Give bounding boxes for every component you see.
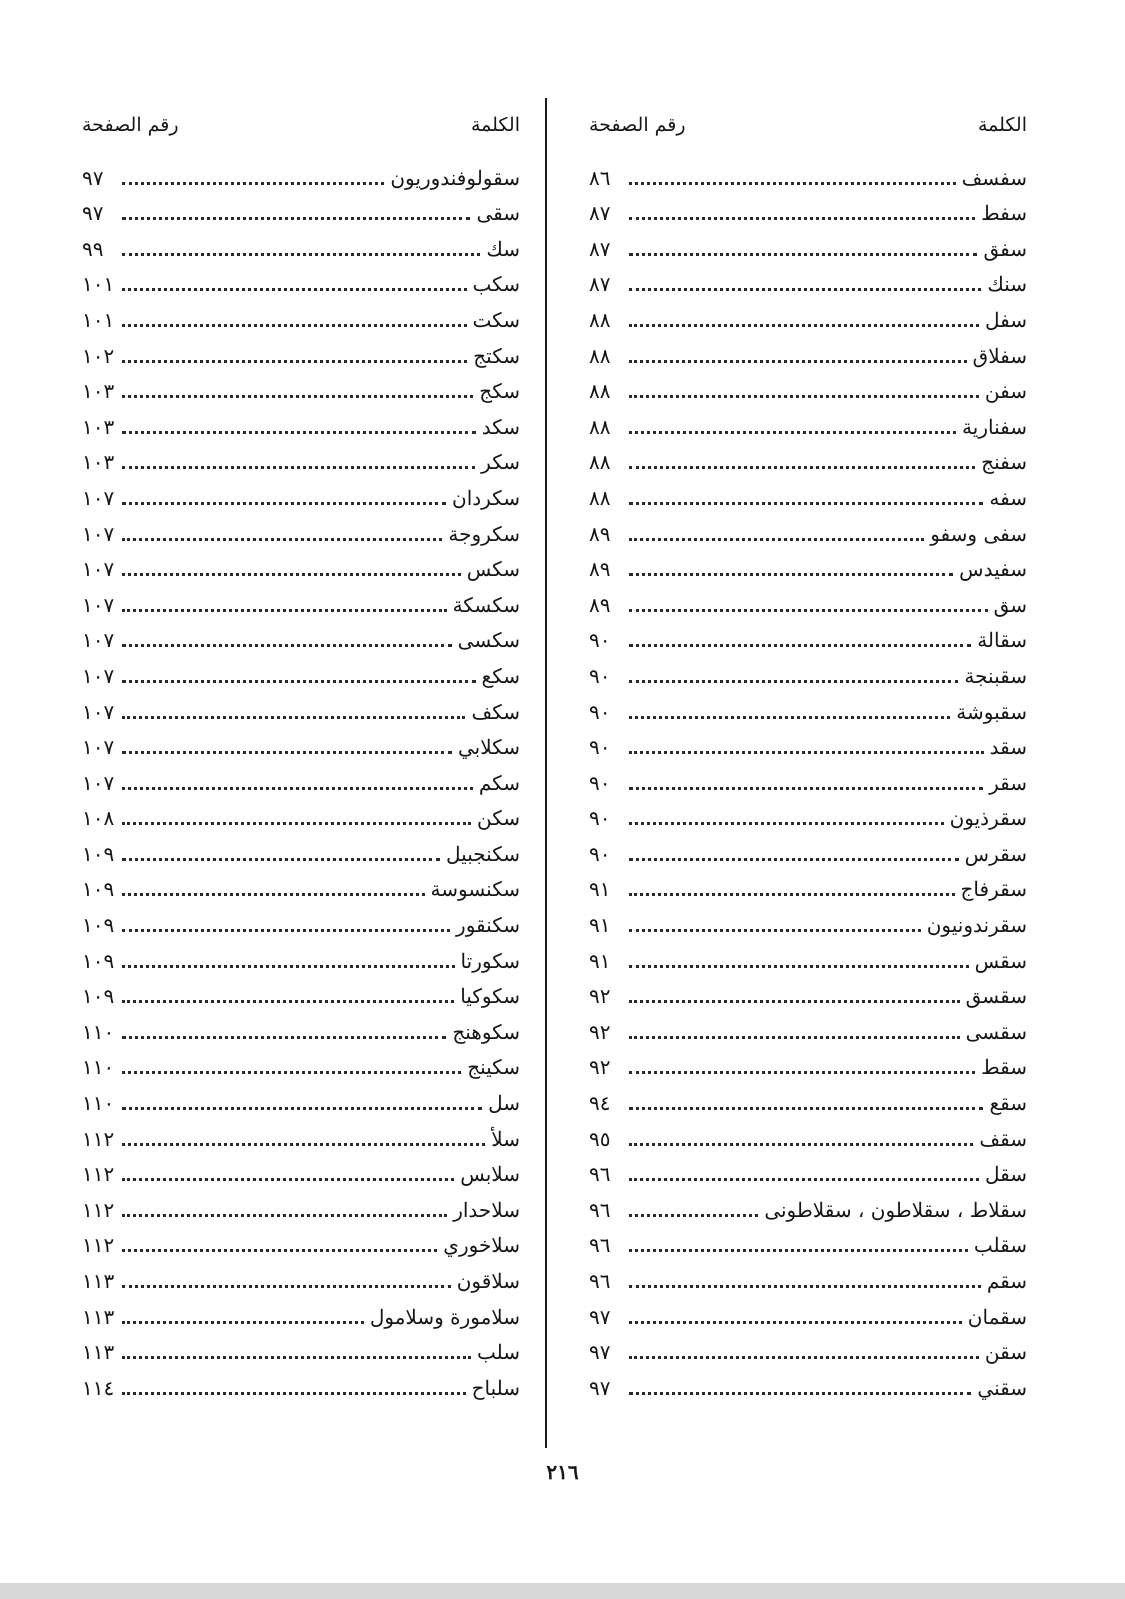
dot-leader <box>122 1036 446 1039</box>
entry-word: سكع <box>481 663 520 688</box>
dot-leader <box>122 644 452 647</box>
entry-word: سكب <box>472 272 520 297</box>
entry-word: سفل <box>984 307 1027 332</box>
index-entry <box>82 1010 520 1046</box>
dot-leader <box>629 822 944 825</box>
entry-page-number: ٩٠ <box>589 628 611 653</box>
dot-leader <box>629 1285 981 1288</box>
entry-page-number: ١١٣ <box>82 1269 115 1293</box>
entry-word: سقى <box>476 201 520 226</box>
entry-word: سكف <box>471 699 520 724</box>
index-entry <box>82 334 520 370</box>
index-entry <box>82 263 520 299</box>
entry-word: سكنسوسة <box>430 877 520 902</box>
entry-word: سقسق <box>965 984 1027 1009</box>
index-entry <box>82 1331 520 1367</box>
index-entry <box>589 512 1027 548</box>
index-entry <box>82 797 520 833</box>
entry-word: سفن <box>984 379 1027 404</box>
entry-word: سفنج <box>981 450 1027 475</box>
dot-leader <box>122 716 465 719</box>
index-entry <box>82 227 520 263</box>
entry-word: سل <box>488 1091 520 1116</box>
entry-page-number: ١٠٧ <box>82 699 115 724</box>
dot-leader <box>122 502 446 505</box>
index-entry <box>589 1259 1027 1295</box>
entry-page-number: ١٠٣ <box>82 450 115 475</box>
entry-page-number: ٩٧ <box>589 1304 611 1329</box>
dot-leader <box>629 253 977 256</box>
index-entry <box>82 1224 520 1260</box>
index-entry <box>82 654 520 690</box>
entry-page-number: ١٠٧ <box>82 628 115 653</box>
dot-leader <box>122 1071 461 1074</box>
dot-leader <box>122 680 476 683</box>
index-entry <box>82 690 520 726</box>
entry-word: سلابس <box>460 1162 520 1187</box>
entry-page-number: ٩٠ <box>589 770 611 795</box>
index-entry <box>82 583 520 619</box>
index-entry <box>82 832 520 868</box>
dot-leader <box>629 644 971 647</box>
entry-page-number: ٨٧ <box>589 236 611 261</box>
index-entry <box>82 975 520 1011</box>
index-entry <box>82 726 520 762</box>
index-entry <box>82 761 520 797</box>
entry-page-number: ٩٢ <box>589 984 611 1009</box>
entry-word: سقلب <box>973 1233 1027 1258</box>
index-entry <box>589 903 1027 939</box>
index-entry <box>589 1331 1027 1367</box>
entry-page-number: ١٠٨ <box>82 806 115 831</box>
entry-word: سفيدس <box>959 557 1027 582</box>
entry-page-number: ١٠٢ <box>82 343 115 368</box>
dot-leader <box>122 182 384 185</box>
dot-leader <box>629 858 959 861</box>
dot-leader <box>122 1321 364 1324</box>
entry-page-number: ٩١ <box>589 948 611 973</box>
entry-page-number: ٩٧ <box>82 165 104 190</box>
index-entry <box>589 298 1027 334</box>
entry-page-number: ٩٠ <box>589 841 611 866</box>
dot-leader <box>629 1392 971 1395</box>
dot-leader <box>629 1178 979 1181</box>
entry-word: سقرذيون <box>949 806 1027 831</box>
entry-page-number: ١٠٧ <box>82 663 115 688</box>
entry-word: سكن <box>476 806 520 831</box>
entry-page-number: ٩٠ <box>589 806 611 831</box>
dot-leader <box>122 1356 471 1359</box>
entry-page-number: ١٠٧ <box>82 592 115 617</box>
header-word-label: الكلمة <box>977 114 1027 136</box>
entry-page-number: ١١٢ <box>82 1197 115 1222</box>
dot-leader <box>122 929 450 932</box>
index-entry <box>82 1117 520 1153</box>
entry-word: سكتج <box>473 343 520 368</box>
scan-bottom-edge <box>0 1583 1125 1599</box>
index-entry <box>82 1081 520 1117</box>
index-entry <box>589 1081 1027 1117</box>
entry-word: سكورتا <box>460 948 520 973</box>
entry-word: سق <box>993 592 1027 617</box>
entry-page-number: ٨٨ <box>589 379 611 404</box>
entry-page-number: ٩٦ <box>589 1233 611 1258</box>
entry-page-number: ٨٧ <box>589 201 611 226</box>
entry-word: سقن <box>984 1340 1027 1365</box>
entry-word: سقم <box>986 1269 1027 1293</box>
index-entry <box>589 1295 1027 1331</box>
dot-leader <box>122 395 473 398</box>
index-entry <box>589 1366 1027 1402</box>
index-entry <box>82 405 520 441</box>
entry-page-number: ٨٩ <box>589 557 611 582</box>
dot-leader <box>122 1249 437 1252</box>
entry-word: سك <box>486 236 520 261</box>
entry-page-number: ٨٦ <box>589 165 611 190</box>
entry-page-number: ١٠٣ <box>82 379 115 404</box>
entry-word: سكج <box>479 379 520 404</box>
entry-page-number: ٨٨ <box>589 450 611 475</box>
entry-page-number: ١١٢ <box>82 1233 115 1258</box>
header-page-label: رقم الصفحة <box>82 114 179 136</box>
index-entry <box>589 156 1027 192</box>
entry-word: سفه <box>989 485 1027 510</box>
index-entry <box>589 1117 1027 1153</box>
index-entry <box>589 1224 1027 1260</box>
index-entry <box>82 903 520 939</box>
entry-page-number: ٩٧ <box>589 1375 611 1400</box>
index-entry <box>82 441 520 477</box>
dot-leader <box>122 217 470 220</box>
entry-word: سقلاط ، سقلاطون ، سقلاطونى <box>764 1197 1027 1222</box>
entry-page-number: ٩٦ <box>589 1197 611 1222</box>
entry-word: سكروجة <box>448 521 520 546</box>
index-entry <box>589 868 1027 904</box>
entry-word: سكس <box>466 557 520 582</box>
entry-page-number: ١١٢ <box>82 1126 115 1151</box>
index-entry <box>82 548 520 584</box>
dot-leader <box>122 466 475 469</box>
index-entry <box>82 156 520 192</box>
index-entry <box>82 1295 520 1331</box>
dot-leader <box>122 1285 451 1288</box>
dot-leader <box>122 1000 454 1003</box>
index-entry <box>82 1259 520 1295</box>
entry-page-number: ٨٨ <box>589 307 611 332</box>
index-column-right <box>589 108 1027 1402</box>
entry-page-number: ٨٧ <box>589 272 611 297</box>
index-entry <box>589 619 1027 655</box>
entry-word: سلاقون <box>456 1269 520 1293</box>
index-entry <box>589 1046 1027 1082</box>
entry-word: سكنقور <box>456 913 520 938</box>
entry-page-number: ١٠٧ <box>82 485 115 510</box>
entry-word: سنك <box>987 272 1027 297</box>
dot-leader <box>122 360 467 363</box>
dot-leader <box>629 893 955 896</box>
entry-page-number: ١٠٩ <box>82 984 115 1009</box>
index-entry <box>589 690 1027 726</box>
dot-leader <box>629 680 958 683</box>
entry-word: سقسى <box>965 1019 1027 1044</box>
index-entry <box>82 868 520 904</box>
entry-word: سقل <box>984 1162 1027 1187</box>
dot-leader <box>629 1214 758 1217</box>
dot-leader <box>122 1107 482 1110</box>
entry-page-number: ٩١ <box>589 913 611 938</box>
index-entry <box>589 405 1027 441</box>
dot-leader <box>629 1143 973 1146</box>
entry-page-number: ١١٠ <box>82 1055 115 1080</box>
index-entry <box>589 939 1027 975</box>
entry-page-number: ١٠٧ <box>82 770 115 795</box>
dot-leader <box>122 858 440 861</box>
entry-word: سفط <box>981 201 1027 226</box>
dot-leader <box>122 288 467 291</box>
dot-leader <box>629 573 953 576</box>
entry-word: سكسى <box>457 628 520 653</box>
index-entry <box>589 1188 1027 1224</box>
entry-page-number: ٨٨ <box>589 343 611 368</box>
entry-page-number: ٩٢ <box>589 1019 611 1044</box>
index-entry <box>589 797 1027 833</box>
entry-page-number: ١٠٧ <box>82 735 115 760</box>
index-entry <box>82 939 520 975</box>
dot-leader <box>122 751 452 754</box>
index-entry <box>589 654 1027 690</box>
index-entry <box>82 192 520 228</box>
entry-word: سكينج <box>467 1055 520 1080</box>
dot-leader <box>629 1000 960 1003</box>
entry-page-number: ٩٦ <box>589 1269 611 1293</box>
index-entry <box>589 441 1027 477</box>
entry-word: سقالة <box>977 628 1027 653</box>
entry-word: سكسكة <box>452 592 520 617</box>
entry-word: سقولوفندوريون <box>390 165 520 190</box>
entry-page-number: ١١٠ <box>82 1019 115 1044</box>
dot-leader <box>629 538 924 541</box>
index-entry <box>82 1188 520 1224</box>
dot-leader <box>122 1143 485 1146</box>
dot-leader <box>629 1107 983 1110</box>
index-entry <box>589 1010 1027 1046</box>
dot-leader <box>122 1214 447 1217</box>
entry-page-number: ٩٠ <box>589 735 611 760</box>
dot-leader <box>122 1392 466 1395</box>
dot-leader <box>122 253 480 256</box>
entry-word: سلب <box>476 1340 520 1365</box>
dot-leader <box>629 716 950 719</box>
entry-page-number: ١٠٩ <box>82 948 115 973</box>
index-column-left <box>82 108 520 1402</box>
index-entry <box>589 192 1027 228</box>
header-word-label: الكلمة <box>470 114 520 136</box>
entry-page-number: ١٠٩ <box>82 841 115 866</box>
entry-word: سفى وسفو <box>930 521 1027 546</box>
entry-word: سكوكيا <box>460 984 520 1009</box>
entry-page-number: ٩٤ <box>589 1091 611 1116</box>
index-entry <box>82 476 520 512</box>
dot-leader <box>629 1249 968 1252</box>
header-page-label: رقم الصفحة <box>589 114 686 136</box>
index-entry <box>82 619 520 655</box>
entry-word: سكوهنج <box>452 1019 520 1044</box>
entry-word: سكنجبيل <box>446 841 520 866</box>
dot-leader <box>629 360 967 363</box>
dot-leader <box>629 787 983 790</box>
entry-word: سفنارية <box>962 414 1027 439</box>
entry-word: سفق <box>983 236 1027 261</box>
index-entry <box>82 1046 520 1082</box>
entry-page-number: ١٠٧ <box>82 521 115 546</box>
entry-page-number: ٨٩ <box>589 521 611 546</box>
entry-page-number: ١١٣ <box>82 1304 115 1329</box>
entry-word: سلباح <box>471 1375 520 1400</box>
entry-word: سقرندونيون <box>926 913 1027 938</box>
entry-page-number: ٩١ <box>589 877 611 902</box>
entry-word: سفسف <box>961 165 1027 190</box>
index-entry <box>82 512 520 548</box>
column-header <box>589 108 1027 144</box>
dot-leader <box>122 787 473 790</box>
entry-page-number: ٩٩ <box>82 236 104 261</box>
entry-word: سكلابي <box>458 735 520 760</box>
entry-word: سكت <box>472 307 520 332</box>
entry-word: سلاحدار <box>453 1197 520 1222</box>
index-entry <box>589 583 1027 619</box>
entry-word: سلاخوري <box>443 1233 520 1258</box>
dot-leader <box>122 324 467 327</box>
index-entry <box>589 832 1027 868</box>
index-entry <box>589 548 1027 584</box>
entry-word: سقر <box>989 770 1027 795</box>
entry-page-number: ١٠٣ <box>82 414 115 439</box>
entry-page-number: ٩٠ <box>589 663 611 688</box>
entry-word: سقع <box>989 1091 1027 1116</box>
entry-word: سلأ <box>491 1126 520 1151</box>
column-header <box>82 108 520 144</box>
index-entry <box>589 370 1027 406</box>
entry-word: سقد <box>989 735 1027 760</box>
dot-leader <box>629 431 956 434</box>
entry-page-number: ٩٠ <box>589 699 611 724</box>
dot-leader <box>629 288 981 291</box>
dot-leader <box>629 182 956 185</box>
dot-leader <box>629 324 979 327</box>
entry-page-number: ١٠٩ <box>82 913 115 938</box>
entry-word: سكردان <box>452 485 520 510</box>
entry-page-number: ٨٨ <box>589 414 611 439</box>
index-entry <box>589 1153 1027 1189</box>
entry-word: سقني <box>977 1375 1027 1400</box>
dot-leader <box>122 965 455 968</box>
entry-word: سكم <box>478 770 520 795</box>
dot-leader <box>122 431 476 434</box>
entry-word: سقس <box>974 948 1027 973</box>
page-number: ٢١٦ <box>546 1460 579 1484</box>
dot-leader <box>629 1036 960 1039</box>
column-divider <box>545 98 547 1448</box>
entry-word: سقرس <box>964 841 1027 866</box>
dot-leader <box>122 609 447 612</box>
entry-page-number: ٩٧ <box>589 1340 611 1365</box>
dot-leader <box>629 1356 979 1359</box>
index-entry <box>82 1366 520 1402</box>
entry-page-number: ١٠١ <box>82 307 115 332</box>
index-entry <box>589 761 1027 797</box>
entry-word: سقبنجة <box>964 663 1027 688</box>
entry-page-number: ١١٣ <box>82 1340 115 1365</box>
dot-leader <box>629 466 975 469</box>
dot-leader <box>629 751 984 754</box>
entry-page-number: ١١٠ <box>82 1091 115 1116</box>
entry-word: سلامورة وسلامول <box>369 1304 520 1329</box>
entry-page-number: ١١٤ <box>82 1375 115 1400</box>
index-entry <box>82 298 520 334</box>
entry-page-number: ٩٧ <box>82 201 104 226</box>
dot-leader <box>122 822 471 825</box>
dot-leader <box>629 929 921 932</box>
dot-leader <box>629 965 969 968</box>
dot-leader <box>629 502 983 505</box>
entry-page-number: ١١٢ <box>82 1162 115 1187</box>
entry-word: سكر <box>481 450 520 475</box>
dot-leader <box>122 538 442 541</box>
entry-page-number: ١٠٧ <box>82 557 115 582</box>
dot-leader <box>629 1071 975 1074</box>
entry-word: سقبوشة <box>956 699 1027 724</box>
dot-leader <box>122 573 461 576</box>
index-entry <box>589 975 1027 1011</box>
entry-word: سقرفاج <box>960 877 1027 902</box>
index-entry <box>82 1153 520 1189</box>
dot-leader <box>629 217 975 220</box>
dot-leader <box>629 609 988 612</box>
entry-page-number: ١٠١ <box>82 272 115 297</box>
index-rows <box>589 156 1027 1402</box>
entry-page-number: ١٠٩ <box>82 877 115 902</box>
entry-word: سفلاق <box>972 343 1027 368</box>
entry-page-number: ٨٨ <box>589 485 611 510</box>
dot-leader <box>122 1178 454 1181</box>
index-entry <box>82 370 520 406</box>
entry-page-number: ٨٩ <box>589 592 611 617</box>
index-entry <box>589 334 1027 370</box>
dot-leader <box>629 395 979 398</box>
entry-page-number: ٩٦ <box>589 1162 611 1187</box>
index-entry <box>589 476 1027 512</box>
index-entry <box>589 726 1027 762</box>
entry-word: سكد <box>481 414 520 439</box>
index-entry <box>589 263 1027 299</box>
entry-word: سقف <box>979 1126 1027 1151</box>
entry-word: سقمان <box>967 1304 1027 1329</box>
entry-word: سقط <box>981 1055 1027 1080</box>
dot-leader <box>122 893 425 896</box>
entry-page-number: ٩٢ <box>589 1055 611 1080</box>
index-entry <box>589 227 1027 263</box>
index-rows <box>82 156 520 1402</box>
dot-leader <box>629 1321 962 1324</box>
entry-page-number: ٩٥ <box>589 1126 611 1151</box>
